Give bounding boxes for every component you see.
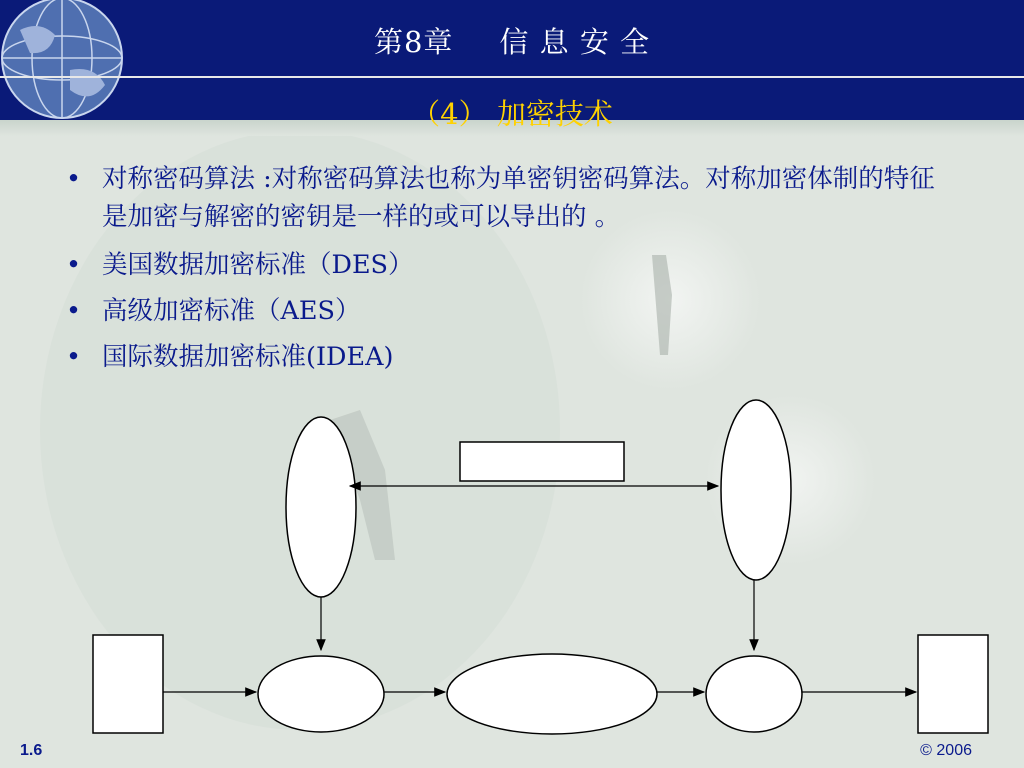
chapter-name: 信 息 安 全: [499, 25, 651, 59]
bullet-icon: •: [66, 164, 82, 194]
bullet-text: 对称密码算法 :对称密码算法也称为单密钥密码算法。对称加密体制的特征是加密与解密的密钥是一样的或可以导出的 。: [102, 164, 935, 232]
ciphertext-ellipse: [447, 654, 657, 734]
section-title: （4） 加密技术: [411, 97, 613, 131]
key-channel-box: [460, 442, 624, 481]
page-number: 1.6: [20, 742, 43, 759]
plaintext-box-left: [93, 635, 163, 733]
bullet-text: 美国数据加密标准（DES）: [102, 250, 414, 280]
bullet-icon: •: [66, 250, 82, 280]
left-key-ellipse: [286, 417, 356, 597]
encrypt-ellipse: [258, 656, 384, 732]
decrypt-ellipse: [706, 656, 802, 732]
bullet-icon: •: [66, 342, 82, 372]
copyright: © 2006: [920, 742, 972, 759]
chapter-number: 第8章: [373, 25, 454, 59]
bullet-icon: •: [66, 296, 82, 326]
bullet-text: 高级加密标准（AES）: [102, 296, 361, 326]
right-key-ellipse: [721, 400, 791, 580]
bullet-text: 国际数据加密标准(IDEA): [102, 342, 394, 372]
plaintext-box-right: [918, 635, 988, 733]
